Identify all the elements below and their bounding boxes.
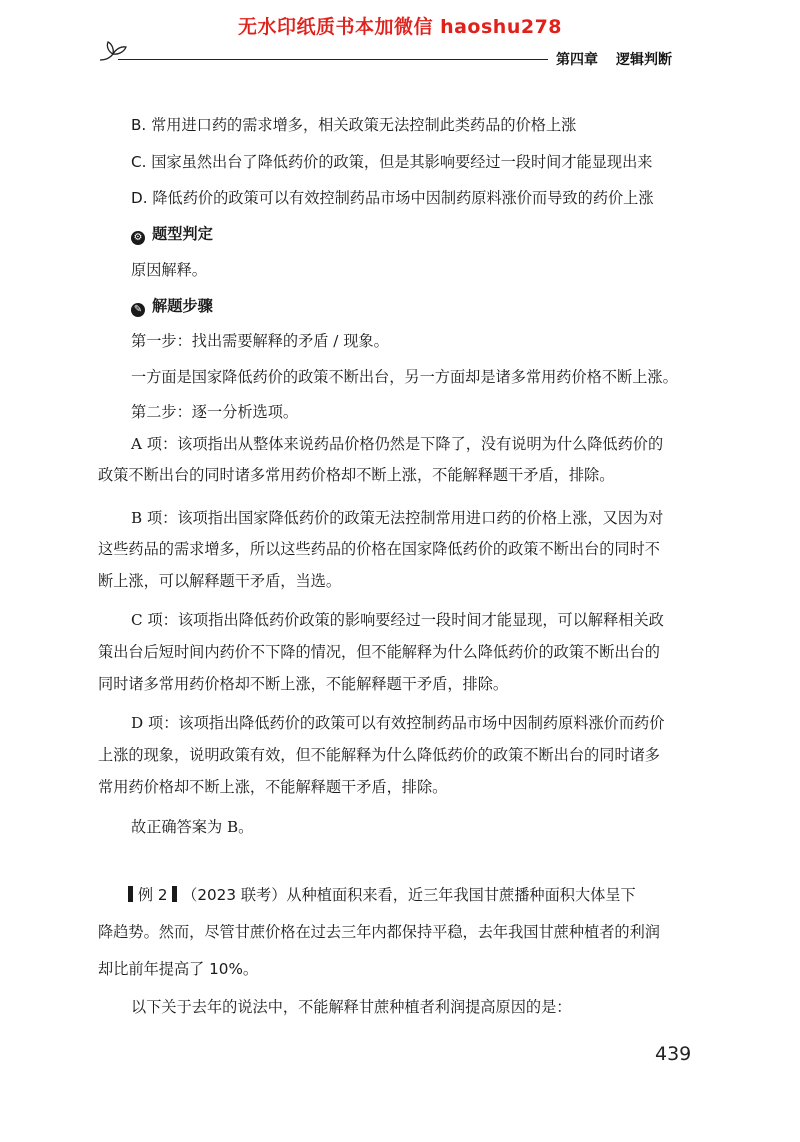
analysis-d-line-2: 上涨的现象，说明政策有效，但不能解释为什么降低药价的政策不断出台的同时诸多: [98, 746, 660, 764]
example-2-question: 以下关于去年的说法中，不能解释甘蔗种植者利润提高原因的是：: [131, 998, 572, 1016]
example-marker-right: [172, 886, 177, 902]
analysis-c-line-1: C 项：该项指出降低药价政策的影响要经过一段时间才能显现，可以解释相关政: [131, 611, 664, 629]
watermark-text: 无水印纸质书本加微信 haoshu278: [237, 16, 563, 38]
analysis-b-line-3: 断上涨，可以解释题干矛盾，当选。: [98, 572, 341, 590]
header-rule: [118, 59, 548, 60]
answer-line: 故正确答案为 B。: [131, 818, 254, 836]
analysis-b-line-2: 这些药品的需求增多，所以这些药品的价格在国家降低药价的政策不断出台的同时不: [98, 540, 660, 558]
chapter-number: 第四章: [556, 52, 598, 68]
steps-section-title: 解题步骤: [152, 297, 213, 315]
type-section-heading: [131, 223, 213, 245]
example-2-text-1: （2023 联考）从种植面积来看，近三年我国甘蔗播种面积大体呈下: [182, 886, 636, 904]
analysis-c-line-3: 同时诸多常用药价格却不断上涨，不能解释题干矛盾，排除。: [98, 675, 509, 693]
example-marker-left: [128, 886, 133, 902]
analysis-a-line-2: 政策不断出台的同时诸多常用药价格却不断上涨，不能解释题干矛盾，排除。: [98, 466, 615, 484]
step-1: 第一步：找出需要解释的矛盾 / 现象。: [131, 332, 389, 350]
analysis-a-line-1: A 项：该项指出从整体来说药品价格仍然是下降了，没有说明为什么降低药价的: [131, 435, 664, 453]
example-2-line-3: 却比前年提高了 10%。: [98, 960, 259, 978]
analysis-d-line-1: D 项：该项指出降低药价的政策可以有效控制药品市场中因制药原料涨价而药价: [131, 714, 665, 732]
type-section-content: 原因解释。: [131, 261, 207, 279]
step-2: 第二步：逐一分析选项。: [131, 403, 299, 421]
analysis-b-line-1: B 项：该项指出国家降低药价的政策无法控制常用进口药的价格上涨，又因为对: [131, 509, 664, 527]
option-c: C. 国家虽然出台了降低药价的政策，但是其影响要经过一段时间才能显现出来: [131, 153, 653, 171]
analysis-c-line-2: 策出台后短时间内药价不下降的情况，但不能解释为什么降低药价的政策不断出台的: [98, 643, 660, 661]
steps-section-heading: [131, 295, 213, 317]
wrench-icon: ✎: [131, 303, 145, 317]
example-2-label: 例 2: [137, 886, 168, 904]
example-2-line-1: [128, 884, 636, 905]
chapter-header: [556, 49, 672, 69]
type-section-title: 题型判定: [152, 225, 213, 243]
example-2-line-2: 降趋势。然而，尽管甘蔗价格在过去三年内都保持平稳，去年我国甘蔗种植者的利润: [98, 923, 660, 941]
gear-icon: ⚙: [131, 231, 145, 245]
option-d: D. 降低药价的政策可以有效控制药品市场中因制药原料涨价而导致的药价上涨: [131, 189, 654, 207]
analysis-d-line-3: 常用药价格却不断上涨，不能解释题干矛盾，排除。: [98, 778, 448, 796]
page-number: 439: [655, 1043, 692, 1065]
step-1-detail: 一方面是国家降低药价的政策不断出台，另一方面却是诸多常用药价格不断上涨。: [131, 368, 678, 386]
chapter-title: 逻辑判断: [616, 52, 672, 68]
option-b: B. 常用进口药的需求增多，相关政策无法控制此类药品的价格上涨: [131, 116, 577, 134]
